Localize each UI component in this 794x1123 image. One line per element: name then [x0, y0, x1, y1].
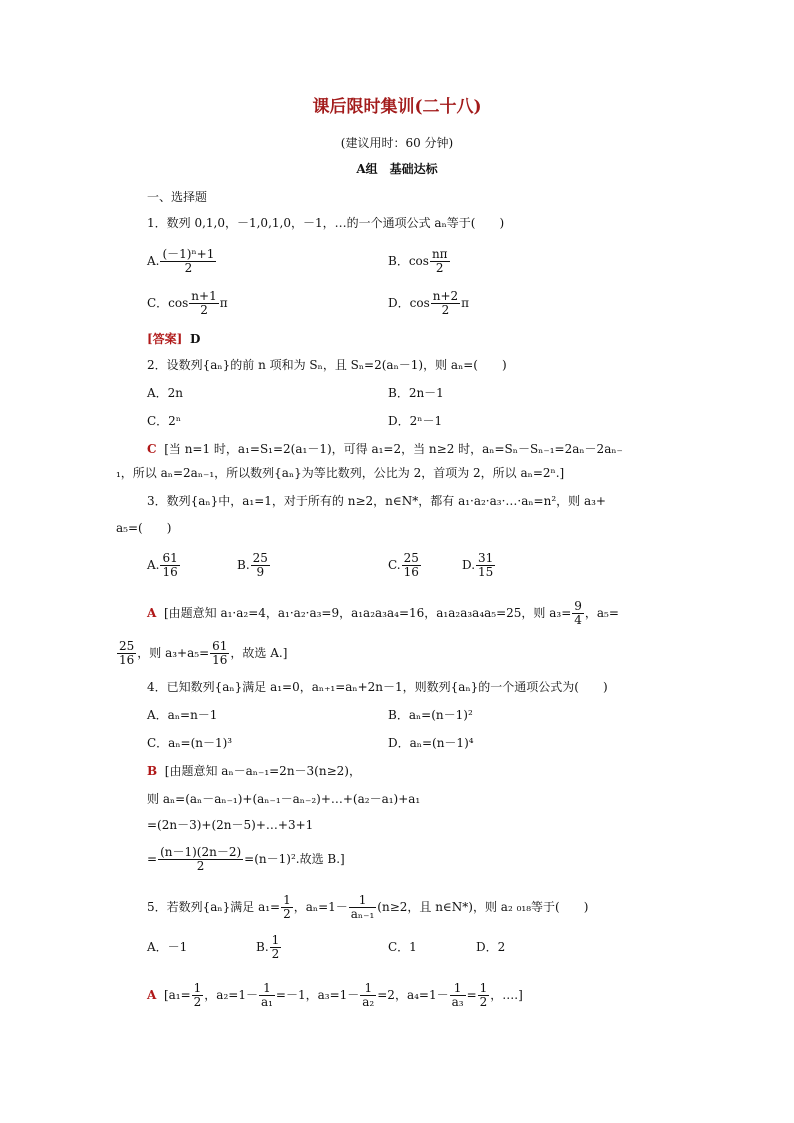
q2-option-d: D．2ⁿ－1	[388, 414, 443, 428]
q5-option-c: C．1	[388, 940, 417, 954]
q1-option-a: A. $\frac{\text{(－1)ⁿ+1}}{2}$	[147, 247, 215, 275]
q4-option-b: B．aₙ=(n－1)²	[388, 708, 473, 722]
q3-solution-line1: A [由题意知 a₁·a₂=4，a₁·a₂·a₃=9，a₁a₂a₃a₄=16，a₁a₂a₃a₄a₅=25，则 a₃= $\frac{9}{4}$ ，a₅=	[147, 599, 619, 627]
time-note: (建议用时：60 分钟)	[340, 136, 454, 150]
group-heading: A组 基础达标	[356, 162, 438, 176]
page-title: 课后限时集训(二十八)	[312, 97, 482, 117]
question-1: 1．数列 0,1,0，－1,0,1,0，－1，…的一个通项公式 aₙ等于( )	[147, 216, 505, 230]
q3-option-d: D. $\frac{31}{15}$	[462, 551, 494, 579]
q4-solution-line2: 则 aₙ=(aₙ－aₙ₋₁)+(aₙ₋₁－aₙ₋₂)+…+(a₂－a₁)+a₁	[147, 792, 421, 806]
q2-option-b: B．2n－1	[388, 386, 444, 400]
q2-option-c: C．2ⁿ	[147, 414, 182, 428]
q3-option-a: A. $\frac{61}{16}$	[147, 551, 178, 579]
q3-option-c: C. $\frac{25}{16}$	[388, 551, 419, 579]
section-heading: 一、选择题	[147, 190, 208, 204]
q3-solution-line2: $\frac{25}{16}$ ，则 a₃+a₅= $\frac{61}{16}$ ，故选 A.]	[119, 639, 288, 667]
question-5: 5．若数列{aₙ}满足 a₁= $\frac{1}{2}$ ，aₙ=1－ $\frac{1}{\text{aₙ₋₁}}$ (n≥2，且 n∈N*)，则 a₂ ₀₁₈等于( )	[147, 893, 589, 921]
q4-solution-line3: =(2n－3)+(2n－5)+…+3+1	[147, 818, 314, 832]
q4-option-d: D．aₙ=(n－1)⁴	[388, 736, 474, 750]
q5-option-a: A．－1	[147, 940, 188, 954]
q5-option-d: D．2	[476, 940, 506, 954]
question-2: 2．设数列{aₙ}的前 n 项和为 Sₙ，且 Sₙ=2(aₙ－1)，则 aₙ=( )	[147, 358, 507, 372]
q5-option-b: B. $\frac{1}{2}$	[256, 933, 280, 961]
q4-option-c: C．aₙ=(n－1)³	[147, 736, 233, 750]
q2-solution-line2: ₁，所以 aₙ=2aₙ₋₁，所以数列{aₙ}为等比数列，公比为 2，首项为 2，所以 aₙ=2ⁿ.]	[116, 466, 565, 480]
q3-option-b: B. $\frac{25}{9}$	[237, 551, 268, 579]
q4-solution-line1: B [由题意知 aₙ－aₙ₋₁=2n－3(n≥2)，	[147, 764, 361, 778]
q1-option-c: C．cos $\frac{n+1}{2}$ π	[147, 289, 228, 317]
q5-solution: A [a₁= $\frac{1}{2}$ ，a₂=1－ $\frac{1}{\text{a₁}}$ =－1，a₃=1－ $\frac{1}{\text{a₂}}$ =2，a₄=1－ $\frac{1}{\text{a₃}}$ = $\frac{1}{2}$ ，….]	[147, 981, 523, 1009]
q4-solution-line4: = $\frac{(n-1)(2n-2)}{2}$ =(n－1)².故选 B.]	[147, 845, 345, 873]
question-3-line1: 3．数列{aₙ}中，a₁=1，对于所有的 n≥2，n∈N*，都有 a₁·a₂·a₃·…·aₙ=n²，则 a₃+	[147, 494, 606, 508]
q1-option-b: B．cos $\frac{n\pi}{2}$	[388, 247, 448, 275]
q1-answer: [答案] D	[147, 332, 201, 346]
q1-option-d: D．cos $\frac{n+2}{2}$ π	[388, 289, 470, 317]
q2-option-a: A．2n	[147, 386, 184, 400]
question-3-line2: a₅=( )	[116, 521, 172, 535]
q2-solution-line1: C [当 n=1 时，a₁=S₁=2(a₁－1)，可得 a₁=2，当 n≥2 时，aₙ=Sₙ－Sₙ₋₁=2aₙ－2aₙ₋	[147, 442, 623, 456]
q4-option-a: A．aₙ=n－1	[147, 708, 218, 722]
question-4: 4．已知数列{aₙ}满足 a₁=0，aₙ₊₁=aₙ+2n－1，则数列{aₙ}的一个通项公式为( )	[147, 680, 608, 694]
